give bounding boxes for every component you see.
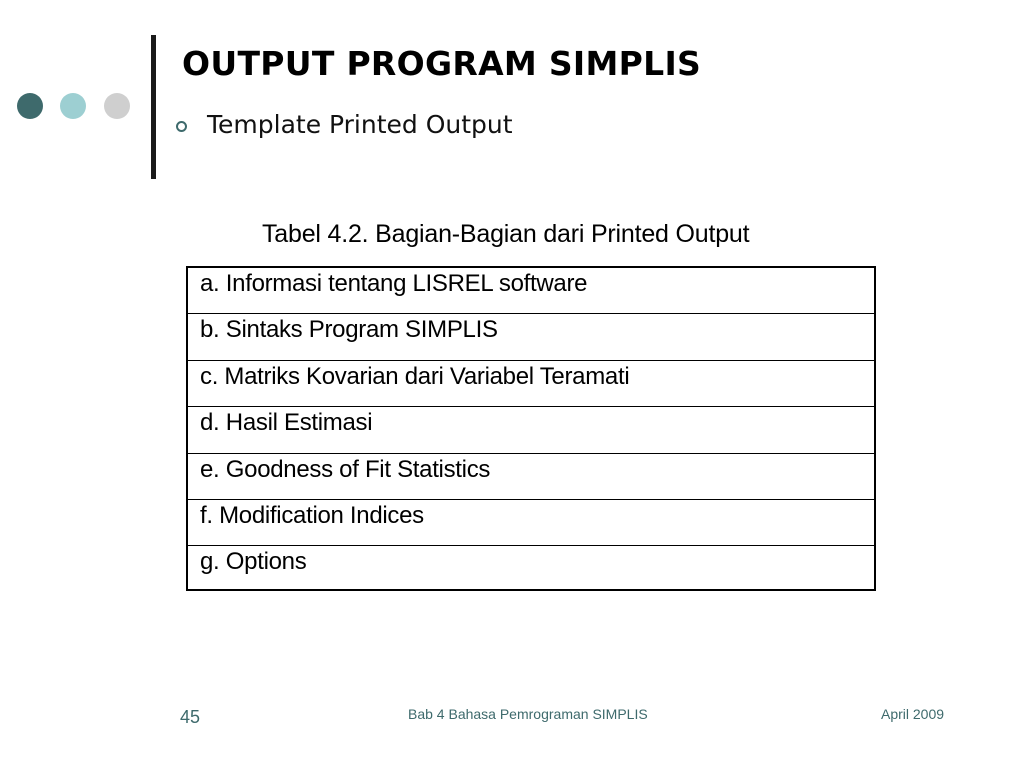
- table-row: e. Goodness of Fit Statistics: [188, 454, 874, 500]
- table-row: c. Matriks Kovarian dari Variabel Teramati: [188, 361, 874, 407]
- table-row: a. Informasi tentang LISREL software: [188, 268, 874, 314]
- table-row: d. Hasil Estimasi: [188, 407, 874, 453]
- table-row: f. Modification Indices: [188, 500, 874, 546]
- page-number: 45: [180, 707, 201, 727]
- table-row: b. Sintaks Program SIMPLIS: [188, 314, 874, 360]
- table-caption: Tabel 4.2. Bagian-Bagian dari Printed Output: [262, 220, 750, 248]
- footer-chapter: Bab 4 Bahasa Pemrograman SIMPLIS: [408, 706, 648, 722]
- decor-dot-gray: [104, 93, 130, 119]
- decor-dot-light: [60, 93, 86, 119]
- output-sections-table: [186, 266, 876, 591]
- slide-title: OUTPUT PROGRAM SIMPLIS: [182, 44, 702, 83]
- table-row: g. Options: [200, 548, 307, 576]
- bullet-text: Template Printed Output: [207, 110, 513, 139]
- footer-date: April 2009: [881, 706, 945, 722]
- bullet-ring-icon: [176, 121, 187, 132]
- title-divider-bar: [151, 35, 156, 179]
- decor-dot-dark: [17, 93, 43, 119]
- bullet-item: [176, 110, 513, 139]
